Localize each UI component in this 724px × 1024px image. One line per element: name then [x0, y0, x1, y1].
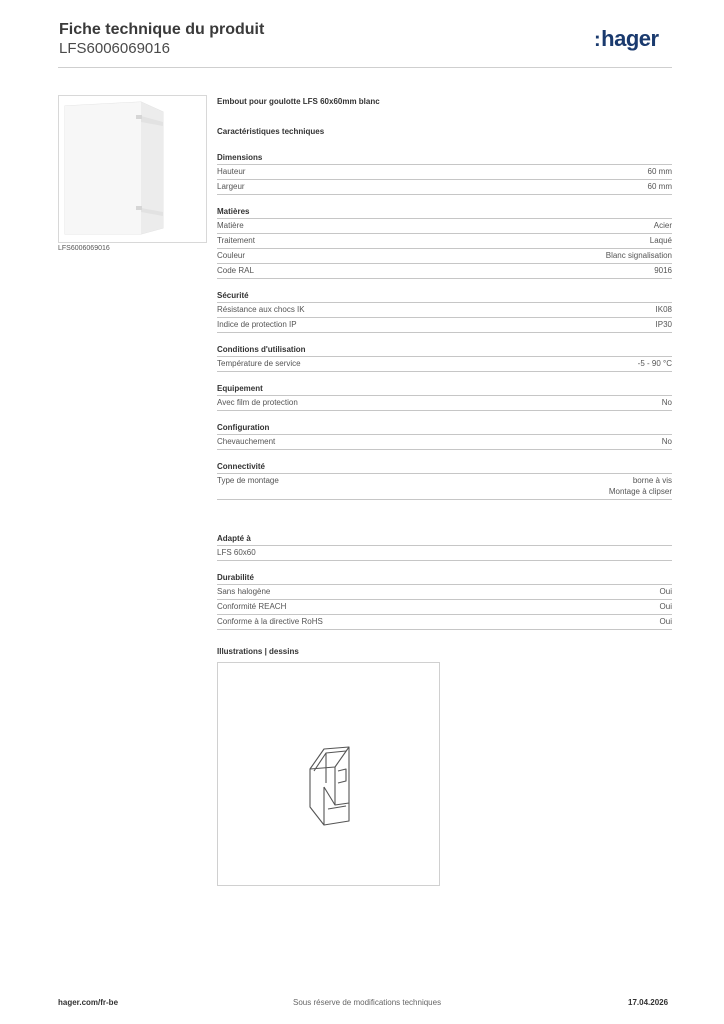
spec-row — [217, 546, 672, 561]
characteristics-title: Caractéristiques techniques — [217, 127, 325, 136]
spec-value-line: borne à vis — [632, 476, 672, 485]
spec-section — [217, 383, 672, 411]
spec-row — [217, 249, 672, 264]
photo-caption: LFS6006069016 — [58, 245, 110, 252]
spec-section — [217, 290, 672, 333]
spec-row — [217, 234, 672, 249]
section-title: Matières — [217, 206, 672, 219]
spec-row — [217, 318, 672, 333]
spec-section — [217, 533, 672, 561]
spec-value — [638, 358, 672, 369]
spec-value-line: Laqué — [649, 236, 672, 245]
spec-value-line: Oui — [659, 602, 672, 611]
spec-value-line: Montage à clipser — [608, 487, 672, 496]
spec-label: Sans halogène — [217, 587, 271, 596]
spec-value — [662, 436, 672, 447]
spec-section — [217, 422, 672, 450]
product-reference: LFS6006069016 — [59, 40, 170, 57]
spec-value — [648, 166, 672, 177]
spec-sections — [217, 152, 672, 500]
spec-value-line: No — [661, 398, 672, 407]
spec-value — [654, 265, 672, 276]
spec-label: Matière — [217, 221, 244, 230]
spec-row — [217, 219, 672, 234]
spec-row — [217, 357, 672, 372]
spec-value-line: Oui — [659, 587, 672, 596]
spec-label: Conforme à la directive RoHS — [217, 617, 323, 626]
footer-date: 17.04.2026 — [628, 998, 669, 1007]
spec-label: Chevauchement — [217, 437, 276, 446]
spec-label: Type de montage — [217, 476, 279, 485]
spec-row — [217, 303, 672, 318]
spec-section — [217, 152, 672, 195]
spec-row — [217, 165, 672, 180]
logo-text: hager — [601, 26, 659, 51]
spec-section — [217, 572, 672, 630]
spec-value — [660, 601, 672, 612]
spec-value-line: Acier — [653, 221, 672, 230]
spec-section — [217, 206, 672, 279]
spec-label: Indice de protection IP — [217, 320, 297, 329]
spec-sections-secondary — [217, 533, 672, 630]
spec-row — [217, 396, 672, 411]
section-title: Durabilité — [217, 572, 672, 585]
footer-website: hager.com/fr-be — [58, 998, 119, 1007]
illustrations-title: Illustrations | dessins — [217, 647, 299, 656]
spec-label: Couleur — [217, 251, 246, 260]
spec-label: Conformité REACH — [217, 602, 287, 611]
product-photo-drawing — [59, 96, 206, 242]
spec-value-line: IK08 — [655, 305, 672, 314]
section-title: Adapté à — [217, 533, 672, 546]
hager-logo: :hager — [594, 26, 659, 51]
section-title: Conditions d'utilisation — [217, 344, 672, 357]
spec-value-line: Oui — [659, 617, 672, 626]
spec-label: Avec film de protection — [217, 398, 298, 407]
spec-value — [654, 220, 672, 231]
spec-label: LFS 60x60 — [217, 548, 256, 557]
spec-section — [217, 344, 672, 372]
spec-value — [662, 397, 672, 408]
spec-row — [217, 615, 672, 630]
spec-row — [217, 585, 672, 600]
spec-value-line: No — [661, 437, 672, 446]
spec-value-line: 60 mm — [647, 167, 672, 176]
section-title: Sécurité — [217, 290, 672, 303]
spec-row — [217, 264, 672, 279]
product-photo — [58, 95, 207, 243]
page-title: Fiche technique du produit — [59, 21, 265, 38]
section-title: Dimensions — [217, 152, 672, 165]
spec-label: Température de service — [217, 359, 301, 368]
section-title: Equipement — [217, 383, 672, 396]
spec-value-line: Blanc signalisation — [605, 251, 672, 260]
footer-disclaimer: Sous réserve de modifications techniques — [293, 998, 442, 1007]
spec-row — [217, 600, 672, 615]
section-title: Configuration — [217, 422, 672, 435]
spec-row — [217, 435, 672, 450]
product-name: Embout pour goulotte LFS 60x60mm blanc — [217, 97, 380, 106]
spec-row — [217, 180, 672, 195]
spec-content — [217, 97, 672, 659]
spec-section — [217, 461, 672, 500]
spec-value — [606, 250, 672, 261]
spec-value — [648, 181, 672, 192]
spec-label: Résistance aux chocs IK — [217, 305, 305, 314]
header-divider — [58, 67, 672, 68]
section-title: Connectivité — [217, 461, 672, 474]
spec-label: Hauteur — [217, 167, 246, 176]
illustration-box — [217, 662, 440, 886]
spec-value-line: 60 mm — [647, 182, 672, 191]
spec-value-line: IP30 — [655, 320, 672, 329]
spec-value — [660, 586, 672, 597]
spec-value — [660, 616, 672, 627]
spec-value — [656, 319, 672, 330]
spec-value-line: -5 - 90 °C — [637, 359, 672, 368]
spec-row — [217, 474, 672, 500]
spec-label: Traitement — [217, 236, 255, 245]
spec-value — [656, 304, 672, 315]
spec-label: Code RAL — [217, 266, 254, 275]
spec-value — [650, 235, 672, 246]
spec-label: Largeur — [217, 182, 245, 191]
section-gap — [217, 500, 672, 522]
spec-value — [609, 475, 672, 497]
spec-value-line: 9016 — [654, 266, 672, 275]
line-drawing — [218, 663, 439, 885]
